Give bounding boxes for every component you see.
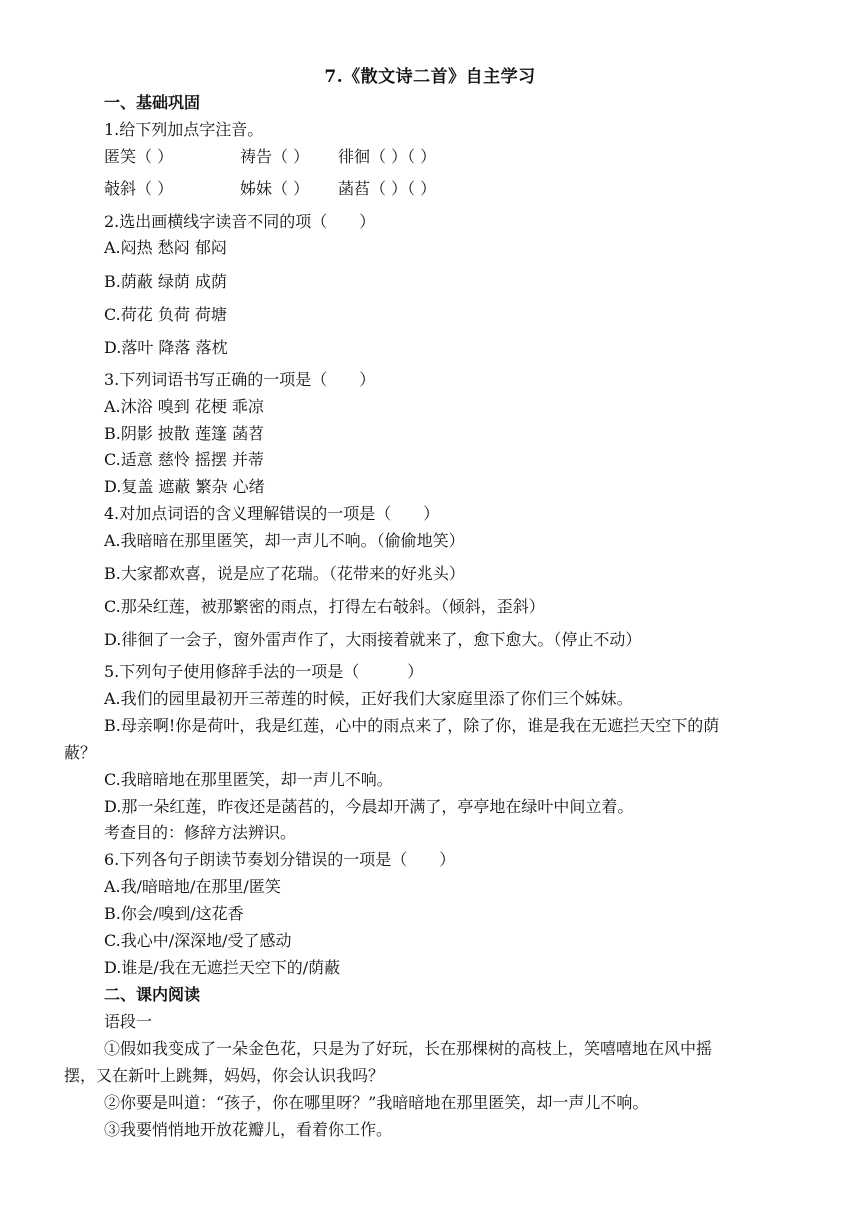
q4-option-b: B.大家都欢喜，说是应了花瑞。（花带来的好兆头） [104, 564, 465, 583]
q2-option-d: D.落叶 降落 落枕 [104, 338, 228, 357]
passage-paragraph-1-continued: 摆，又在新叶上跳舞，妈妈，你会认识我吗？ [64, 1066, 385, 1085]
q3-option-d: D.复盖 遮蔽 繁杂 心绪 [104, 477, 265, 496]
q6-option-a: A.我/暗暗地/在那里/匿笑 [104, 877, 281, 896]
q2-option-c: C.荷花 负荷 荷塘 [104, 305, 227, 324]
q1-item: 菡萏（ ）（ ） [338, 179, 437, 198]
q5-option-d: D.那一朵红莲，昨夜还是菡萏的，今晨却开满了，亭亭地在绿叶中间立着。 [104, 797, 634, 816]
section-heading-basics: 一、基础巩固 [104, 93, 201, 112]
passage-paragraph-2: ②你要是叫道：“孩子，你在哪里呀？”我暗暗地在那里匿笑，却一声儿不响。 [104, 1093, 649, 1112]
q3-option-b: B.阴影 披散 莲篷 菡苕 [104, 424, 265, 443]
q3-option-a: A.沐浴 嗅到 花梗 乖凉 [104, 397, 264, 416]
q2-option-b: B.荫蔽 绿荫 成荫 [104, 272, 228, 291]
q1-item: 徘徊（ ）（ ） [338, 147, 437, 166]
q6-option-d: D.谁是/我在无遮拦天空下的/荫蔽 [104, 958, 341, 977]
page-title: 7.《散文诗二首》自主学习 [324, 67, 536, 87]
q3-stem: 3.下列词语书写正确的一项是（ ） [104, 370, 376, 389]
q5-option-c: C.我暗暗地在那里匿笑，却一声儿不响。 [104, 770, 393, 789]
q1-item: 祷告（ ） [240, 147, 310, 166]
q3-option-c: C.适意 慈怜 摇摆 并蒂 [104, 450, 265, 469]
q2-stem: 2.选出画横线字读音不同的项（ ） [104, 212, 376, 231]
passage-paragraph-3: ③我要悄悄地开放花瓣儿，看着你工作。 [104, 1120, 393, 1139]
q4-option-a: A.我暗暗在那里匿笑，却一声儿不响。（偷偷地笑） [104, 531, 465, 550]
q5-note: 考查目的：修辞方法辨识。 [104, 823, 297, 842]
q6-option-c: C.我心中/深深地/受了感动 [104, 931, 292, 950]
section-heading-reading: 二、课内阅读 [104, 985, 201, 1004]
passage-label: 语段一 [104, 1012, 153, 1031]
q4-stem: 4.对加点词语的含义理解错误的一项是（ ） [104, 504, 440, 523]
q6-stem: 6.下列各句子朗读节奏划分错误的一项是（ ） [104, 850, 456, 869]
q6-option-b: B.你会/嗅到/这花香 [104, 904, 244, 923]
passage-paragraph-1: ①假如我变成了一朵金色花，只是为了好玩，长在那棵树的高枝上，笑嘻嘻地在风中摇 [104, 1039, 713, 1058]
q5-option-a: A.我们的园里最初开三蒂莲的时候，正好我们大家庭里添了你们三个姊妹。 [104, 689, 633, 708]
q1-stem: 1.给下列加点字注音。 [104, 120, 264, 139]
q5-option-b-continued: 蔽？ [64, 743, 97, 762]
q4-option-c: C.那朵红莲，被那繁密的雨点，打得左右攲斜。（倾斜，歪斜） [104, 597, 545, 616]
q5-stem: 5.下列句子使用修辞手法的一项是（ ） [104, 662, 424, 681]
q1-item: 攲斜（ ） [104, 179, 174, 198]
q1-item: 匿笑（ ） [104, 147, 174, 166]
q5-option-b: B.母亲啊!你是荷叶，我是红莲，心中的雨点来了，除了你，谁是我在无遮拦天空下的荫 [104, 716, 720, 735]
q4-option-d: D.徘徊了一会子，窗外雷声作了，大雨接着就来了，愈下愈大。（停止不动） [104, 630, 642, 649]
q2-option-a: A.闷热 愁闷 郁闷 [104, 238, 227, 257]
q1-item: 姊妹（ ） [240, 179, 310, 198]
